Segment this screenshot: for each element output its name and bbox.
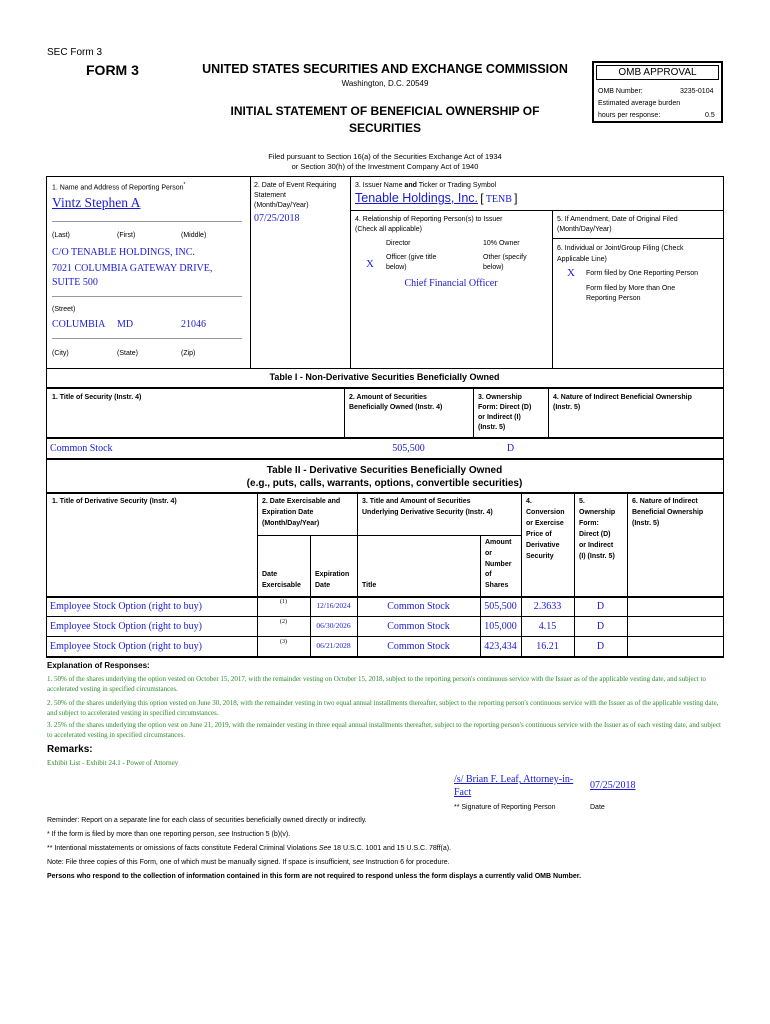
zip-value: 21046 — [181, 319, 206, 330]
city-label: (City) — [52, 350, 69, 357]
t2-col4-header-a: 4. — [526, 498, 532, 505]
middle-label: (Middle) — [181, 232, 207, 239]
t2-row2-price: 4.15 — [538, 621, 557, 632]
footnote-3: 3. 25% of the shares underlying the option vest on June 21, 2019, with the remainder vesting in three equal annual installments thereafter, subject to the reporting person's continuous service with the Issuer as of each vesting date, and subject to accelerated vesting in specified circumstances. — [47, 721, 721, 739]
t2-col5-header-b: Ownership — [579, 509, 616, 516]
box5-label1: 5. If Amendment, Date of Original Filed — [557, 216, 678, 223]
t2-row1-title: Common Stock — [387, 601, 450, 612]
t2-sub-date-ex2: Exercisable — [262, 582, 301, 589]
t1-col2-header-b: Beneficially Owned (Instr. 4) — [349, 404, 443, 411]
t2-col2-header-b: Expiration Date — [262, 509, 314, 516]
t1-col4-header-a: 4. Nature of Indirect Beneficial Ownership — [553, 394, 692, 401]
box2-label3: (Month/Day/Year) — [254, 202, 309, 209]
omb-number: 3235-0104 — [680, 88, 714, 95]
commission-city: Washington, D.C. 20549 — [341, 79, 429, 88]
city-value: COLUMBIA — [52, 319, 106, 330]
box6-label1: 6. Individual or Joint/Group Filing (Check — [557, 245, 684, 252]
address-line2: 7021 COLUMBIA GATEWAY DRIVE, — [52, 263, 213, 274]
t2-col1-header: 1. Title of Derivative Security (Instr. 4) — [52, 498, 177, 505]
t2-col2-header-c: (Month/Day/Year) — [262, 520, 320, 527]
filed-pursuant-line2: or Section 30(h) of the Investment Company Act of 1940 — [291, 162, 479, 171]
t2-col5-header-f: (I) (Instr. 5) — [579, 553, 615, 560]
table1-title: Table I - Non-Derivative Securities Beneficially Owned — [269, 372, 500, 382]
t2-sub-exp2: Date — [315, 582, 331, 589]
t2-row2-exercisable: (2) — [280, 619, 287, 625]
last-label: (Last) — [52, 232, 70, 239]
t2-col4-header-c: or Exercise — [526, 520, 564, 527]
explanation-title: Explanation of Responses: — [47, 661, 150, 670]
table2-title1: Table II - Derivative Securities Beneficially Owned — [266, 465, 503, 476]
box2-label2: Statement — [254, 192, 286, 199]
t1-col3-header-c: or Indirect (I) — [478, 414, 521, 421]
t1-row-amount: 505,500 — [392, 443, 425, 454]
t1-row-security: Common Stock — [50, 443, 113, 454]
t2-col3-header-b: Underlying Derivative Security (Instr. 4) — [362, 509, 493, 516]
t2-sub-title: Title — [362, 582, 377, 589]
t1-col3-header-b: Form: Direct (D) — [478, 404, 532, 411]
t2-row3-title: Common Stock — [387, 641, 450, 652]
table2-title2: (e.g., puts, calls, warrants, options, convertible securities) — [246, 478, 523, 489]
issuer-line: Tenable Holdings, Inc. [ TENB ] — [355, 191, 518, 205]
t2-sub-date-ex1: Date — [262, 571, 278, 578]
t2-row2-form: D — [596, 621, 605, 632]
t2-row3-price: 16.21 — [536, 641, 559, 652]
omb-hours: 0.5 — [705, 112, 715, 119]
t2-row2-shares: 105,000 — [484, 621, 517, 632]
t2-row1-shares: 505,500 — [484, 601, 517, 612]
address-line3: SUITE 500 — [52, 277, 98, 288]
t2-col4-header-f: Security — [526, 553, 554, 560]
commission-name: UNITED STATES SECURITIES AND EXCHANGE COMMISSION — [202, 62, 568, 76]
t2-col4-header-b: Conversion — [526, 509, 565, 516]
t2-col6-header-a: 6. Nature of Indirect — [632, 498, 698, 505]
t2-row1-price: 2.3633 — [533, 601, 562, 612]
t2-row1-form: D — [596, 601, 605, 612]
box4-label2: (Check all applicable) — [355, 226, 422, 233]
other-label1: Other (specify — [483, 254, 527, 261]
t1-row-form: D — [506, 443, 515, 454]
double-star-note: ** Intentional misstatements or omissions of facts constitute Federal Criminal Violations See 18 U.S.C. 1001 and 15 U.S.C. 78ff(a). — [47, 845, 452, 852]
file-note: Note: File three copies of this Form, one of which must be manually signed. If space is insufficient, see Instruction 6 for procedure. — [47, 859, 450, 866]
t2-sub-amt4: of — [485, 571, 492, 578]
t2-row1-security: Employee Stock Option (right to buy) — [50, 601, 202, 612]
first-label: (First) — [117, 232, 136, 239]
t1-col4-header-b: (Instr. 5) — [553, 404, 581, 411]
t2-row3-exercisable: (3) — [280, 639, 287, 645]
officer-label2: below) — [386, 264, 407, 271]
date-label: Date — [590, 804, 605, 811]
t2-row2-security: Employee Stock Option (right to buy) — [50, 621, 202, 632]
box5-label2: (Month/Day/Year) — [557, 226, 612, 233]
one-person-checkmark[interactable]: X — [567, 267, 575, 279]
address-line1: C/O TENABLE HOLDINGS, INC. — [52, 247, 195, 258]
t2-col5-header-d: Direct (D) — [579, 531, 611, 538]
signature: /s/ Brian F. Leaf, Attorney-in-Fact — [454, 774, 574, 798]
officer-checkmark[interactable]: X — [366, 258, 374, 270]
issuer-name[interactable]: Tenable Holdings, Inc. — [355, 191, 478, 205]
box3-label: 3. Issuer Name and Ticker or Trading Symbol — [355, 182, 497, 189]
ten-percent-owner-label: 10% Owner — [483, 240, 520, 247]
multi-person-option2: Reporting Person — [586, 295, 641, 302]
t2-col4-header-e: Derivative — [526, 542, 560, 549]
box4-label1: 4. Relationship of Reporting Person(s) to Issuer — [355, 216, 503, 223]
reporting-person-name[interactable]: Vintz Stephen A — [52, 195, 141, 210]
omb-number-label: OMB Number: — [598, 88, 643, 95]
state-value: MD — [117, 319, 134, 330]
signature-label: ** Signature of Reporting Person — [454, 804, 556, 811]
omb-burden-label: Estimated average burden — [598, 100, 681, 107]
t2-col5-header-a: 5. — [579, 498, 585, 505]
t2-col5-header-c: Form: — [579, 520, 599, 527]
street-label: (Street) — [52, 306, 76, 313]
t2-col2-header-a: 2. Date Exercisable and — [262, 498, 341, 505]
t2-row3-shares: 423,434 — [484, 641, 517, 652]
event-date: 07/25/2018 — [254, 213, 300, 224]
t2-row3-security: Employee Stock Option (right to buy) — [50, 641, 202, 652]
remarks-title: Remarks: — [47, 744, 93, 755]
one-person-option: Form filed by One Reporting Person — [586, 270, 699, 277]
director-label: Director — [386, 240, 411, 247]
omb-approval-title: OMB APPROVAL — [596, 65, 719, 80]
form-title-line1: INITIAL STATEMENT OF BENEFICIAL OWNERSHIP OF — [230, 104, 540, 118]
box1-label: 1. Name and Address of Reporting Person* — [52, 182, 186, 192]
multi-person-option1: Form filed by More than One — [586, 285, 676, 292]
officer-label1: Officer (give title — [386, 254, 437, 261]
footnote-2: 2. 50% of the shares underlying this option vested on June 30, 2018, with the remainder vesting in two equal annual installments thereafter, subject to the reporting person's continuous service with the Issuer as of the applicable vesting date, and subject to accelerated vesting in specified circumstances. — [47, 699, 719, 717]
t1-col1-header: 1. Title of Security (Instr. 4) — [52, 394, 142, 401]
t1-col3-header-a: 3. Ownership — [478, 394, 522, 401]
star-note: * If the form is filed by more than one reporting person, see Instruction 5 (b)(v). — [47, 831, 291, 838]
t2-sub-amt2: or — [485, 550, 492, 557]
t2-row3-expiration: 06/21/2028 — [316, 641, 351, 650]
t1-col2-header-a: 2. Amount of Securities — [349, 394, 427, 401]
t2-sub-amt3: Number — [485, 561, 512, 568]
t2-col6-header-b: Beneficial Ownership — [632, 509, 704, 516]
omb-hours-label: hours per response: — [598, 112, 661, 119]
t2-row3-form: D — [596, 641, 605, 652]
t2-col6-header-c: (Instr. 5) — [632, 520, 660, 527]
footnote-1: 1. 50% of the shares underlying the option vested on October 15, 2017, with the remainder vesting on October 15, 2018, subject to the reporting person's continuous service with the Issuer as of the applicable vesting date, and subject to accelerated vesting in specified circumstances. — [47, 675, 706, 693]
form-number: FORM 3 — [86, 62, 139, 78]
t2-row2-title: Common Stock — [387, 621, 450, 632]
officer-title: Chief Financial Officer — [404, 278, 498, 289]
reminder-text: Reminder: Report on a separate line for each class of securities beneficially owned directly or indirectly. — [47, 817, 367, 824]
other-label2: below) — [483, 264, 504, 271]
ticker-symbol: TENB — [485, 194, 512, 205]
box2-label1: 2. Date of Event Requiring — [254, 182, 337, 189]
t2-col5-header-e: or Indirect — [579, 542, 614, 549]
t2-sub-amt5: Shares — [485, 582, 509, 589]
signature-date: 07/25/2018 — [590, 780, 636, 791]
t2-col3-header-a: 3. Title and Amount of Securities — [362, 498, 471, 505]
zip-label: (Zip) — [181, 350, 196, 357]
box6-label2: Applicable Line) — [557, 256, 607, 263]
state-label: (State) — [117, 350, 139, 357]
t2-row1-expiration: 12/16/2024 — [316, 601, 351, 610]
t1-col3-header-d: (Instr. 5) — [478, 424, 506, 431]
t2-sub-amt1: Amount — [485, 539, 512, 546]
persons-notice: Persons who respond to the collection of information contained in this form are not required to respond unless the form displays a currently valid OMB Number. — [47, 873, 582, 880]
sec-form-label: SEC Form 3 — [47, 47, 103, 58]
t2-row1-exercisable: (1) — [280, 599, 287, 605]
remarks-text: Exhibit List - Exhibit 24.1 - Power of Attorney — [47, 759, 179, 767]
t2-row2-expiration: 06/30/2026 — [316, 621, 351, 630]
t2-sub-exp1: Expiration — [315, 571, 350, 578]
t2-col4-header-d: Price of — [526, 531, 552, 538]
form-title-line2: SECURITIES — [348, 121, 421, 135]
filed-pursuant-line1: Filed pursuant to Section 16(a) of the Securities Exchange Act of 1934 — [268, 152, 502, 161]
